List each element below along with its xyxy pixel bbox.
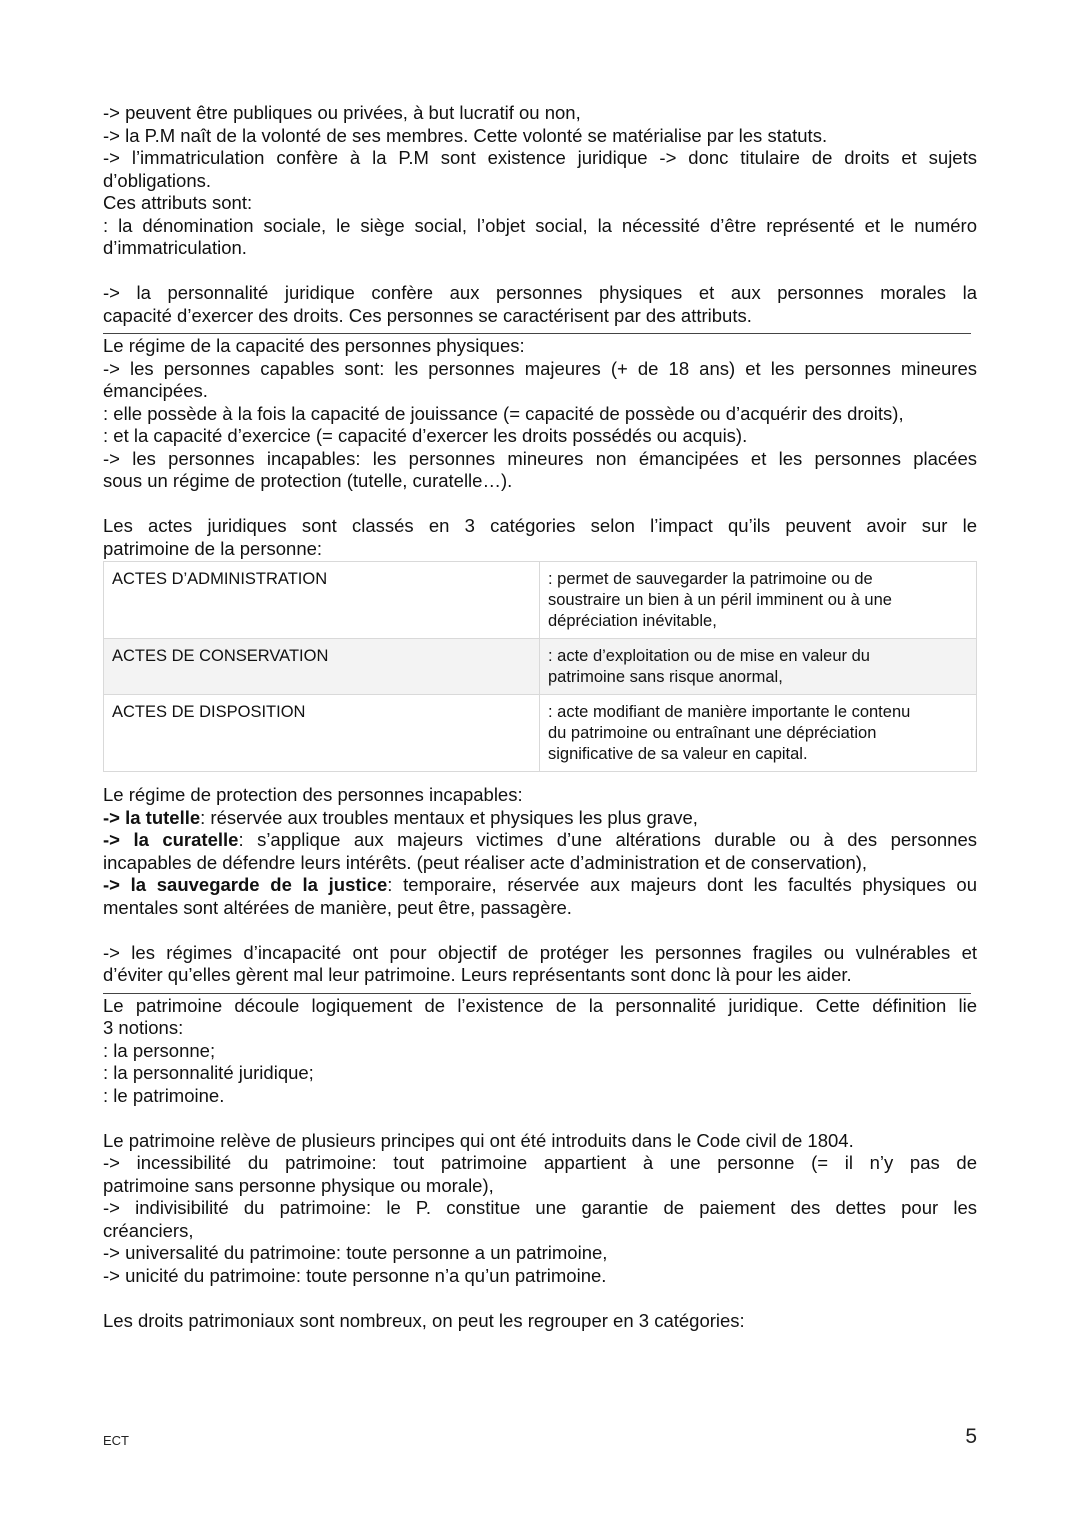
page-content — [103, 102, 977, 1332]
personnalite-block — [103, 282, 977, 327]
tutelle-label: -> la tutelle — [103, 806, 201, 828]
table-row — [104, 562, 977, 639]
table-cell-name: ACTES DE DISPOSITION — [104, 695, 540, 772]
table-row — [104, 695, 977, 772]
intro-block — [103, 102, 977, 260]
text-line: -> universalité du patrimoine: toute personne a un patrimoine, — [103, 1242, 608, 1263]
section-divider — [103, 993, 971, 994]
table-cell-desc — [540, 562, 977, 639]
cell-line: significative de sa valeur en capital. — [548, 745, 808, 763]
text-line: Les droits patrimoniaux sont nombreux, on peut les regrouper en 3 catégories: — [103, 1309, 745, 1331]
curatelle-label: -> la curatelle — [103, 829, 239, 850]
text-line: : et la capacité d’exercice (= capacité d’exercer les droits possédés ou acquis). — [103, 425, 748, 446]
text-line: d’éviter qu’elles gèrent mal leur patrimoine. Leurs représentants sont donc là pour les aider. — [103, 964, 852, 985]
text-line — [103, 829, 977, 852]
droits-block — [103, 1310, 977, 1333]
text-line: patrimoine sans personne physique ou morale), — [103, 1174, 494, 1196]
text-line: émancipées. — [103, 380, 208, 401]
curatelle-text: : s’applique aux majeurs victimes d’une altérations durable ou à des personnes — [238, 829, 977, 850]
capacite-block — [103, 335, 977, 493]
principes-block — [103, 1130, 977, 1288]
text-line: -> les personnes incapables: les personnes mineures non émancipées et les personnes placées — [103, 447, 977, 469]
tutelle-text: : réservée aux troubles mentaux et physiques les plus grave, — [200, 806, 698, 828]
text-line: 3 notions: — [103, 1017, 184, 1038]
text-line: : elle possède à la fois la capacité de jouissance (= capacité de possède ou d’acquérir des droits), — [103, 402, 904, 424]
text-line: Le patrimoine relève de plusieurs principes qui ont été introduits dans le Code civil de 1804. — [103, 1129, 854, 1151]
text-line: : la personne; — [103, 1039, 216, 1061]
text-line: Les actes juridiques sont classés en 3 catégories selon l’impact qu’ils peuvent avoir sur le — [103, 515, 977, 536]
table-cell-desc — [540, 695, 977, 772]
sauvegarde-label: -> la sauvegarde de la justice — [103, 874, 388, 895]
text-line: -> unicité du patrimoine: toute personne n’a qu’un patrimoine. — [103, 1264, 607, 1286]
text-line: : le patrimoine. — [103, 1084, 225, 1106]
section-divider — [103, 333, 971, 334]
cell-line: soustraire un bien à un péril imminent ou à une — [548, 591, 892, 609]
sauvegarde-text: : temporaire, réservée aux majeurs dont les facultés physiques ou — [387, 874, 977, 895]
text-line: : la dénomination sociale, le siège social, l’objet social, la nécessité d’être représenté et le numéro — [103, 214, 977, 236]
text-line — [103, 874, 977, 897]
text-line: sous un régime de protection (tutelle, curatelle…). — [103, 470, 513, 491]
cell-line: du patrimoine ou entraînant une dépréciation — [548, 724, 877, 742]
text-line: d’immatriculation. — [103, 237, 247, 258]
cell-line: : acte modifiant de manière importante le contenu — [548, 703, 911, 721]
text-line — [103, 807, 977, 830]
table-cell-name: ACTES D’ADMINISTRATION — [104, 562, 540, 639]
text-line: : la personnalité juridique; — [103, 1062, 314, 1083]
text-line: -> l’immatriculation confère à la P.M sont existence juridique -> donc titulaire de droits et sujets — [103, 147, 977, 168]
actes-intro-block — [103, 515, 977, 560]
text-line: Le régime de protection des personnes incapables: — [103, 784, 523, 805]
text-line: Ces attributs sont: — [103, 192, 253, 213]
text-line: -> la P.M naît de la volonté de ses membres. Cette volonté se matérialise par les statuts. — [103, 124, 828, 146]
cell-line: dépréciation inévitable, — [548, 612, 717, 630]
text-line: Le régime de la capacité des personnes physiques: — [103, 335, 525, 356]
actes-table — [103, 561, 977, 772]
objectif-block — [103, 942, 977, 987]
table-cell-desc — [540, 639, 977, 695]
text-line: -> les personnes capables sont: les personnes majeures (+ de 18 ans) et les personnes mineures — [103, 357, 977, 379]
text-line: -> peuvent être publiques ou privées, à but lucratif ou non, — [103, 102, 581, 123]
cell-line: : permet de sauvegarder la patrimoine ou de — [548, 570, 873, 588]
patrimoine-block — [103, 995, 977, 1108]
cell-line: patrimoine sans risque anormal, — [548, 668, 783, 686]
text-line: Le patrimoine découle logiquement de l’existence de la personnalité juridique. Cette définition lie — [103, 994, 977, 1016]
text-line: patrimoine de la personne: — [103, 537, 323, 559]
text-line: incapables de défendre leurs intérêts. (peut réaliser acte d’administration et de conservation), — [103, 851, 868, 873]
text-line: créanciers, — [103, 1219, 194, 1241]
text-line: -> les régimes d’incapacité ont pour objectif de protéger les personnes fragiles ou vulnérables et — [103, 941, 977, 963]
text-line: -> la personnalité juridique confère aux personnes physiques et aux personnes morales la — [103, 282, 977, 303]
protection-block — [103, 784, 977, 919]
table-cell-name: ACTES DE CONSERVATION — [104, 639, 540, 695]
text-line: -> incessibilité du patrimoine: tout patrimoine appartient à une personne (= il n’y pas de — [103, 1152, 977, 1173]
text-line: -> indivisibilité du patrimoine: le P. constitue une garantie de paiement des dettes pour les — [103, 1197, 977, 1218]
page-number: 5 — [965, 1425, 977, 1448]
text-line: capacité d’exercer des droits. Ces personnes se caractérisent par des attributs. — [103, 304, 752, 326]
table-row — [104, 639, 977, 695]
text-line: d’obligations. — [103, 169, 211, 191]
cell-line: : acte d’exploitation ou de mise en valeur du — [548, 647, 870, 665]
text-line: mentales sont altérées de manière, peut être, passagère. — [103, 896, 572, 918]
footer-label: ECT — [103, 1433, 129, 1448]
